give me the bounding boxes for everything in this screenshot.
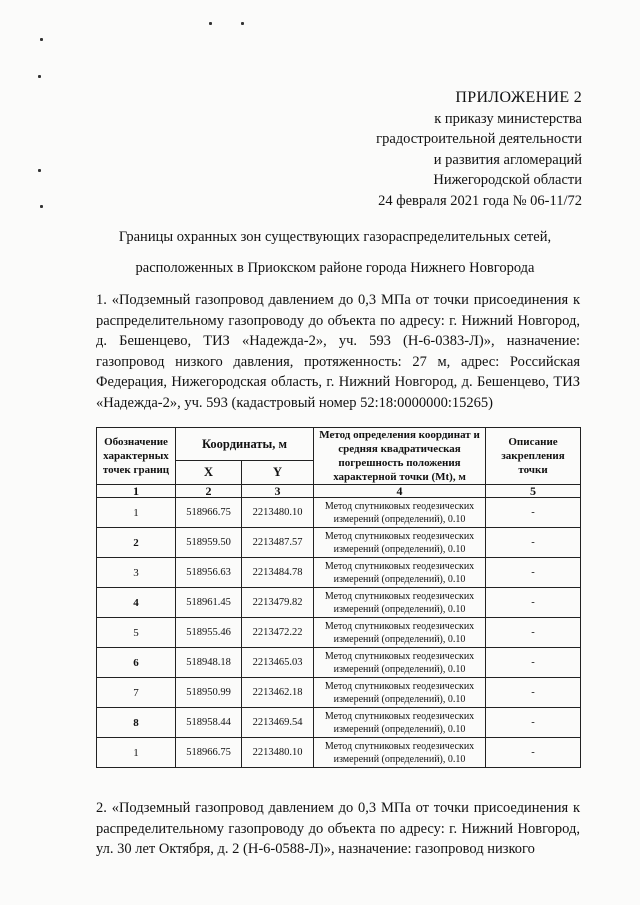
- table-row: [97, 588, 581, 618]
- description-cell: -: [486, 648, 581, 678]
- scan-speck: [38, 75, 41, 78]
- scan-speck: [40, 205, 43, 208]
- table-row: [97, 738, 581, 768]
- table-row: [97, 648, 581, 678]
- y-cell: 2213469.54: [242, 708, 314, 738]
- table-row: [97, 498, 581, 528]
- col-number: 1: [97, 485, 176, 498]
- point-cell: 6: [97, 648, 176, 678]
- table-row: [97, 708, 581, 738]
- method-cell: Метод спутниковых геодезических измерений (определений), 0.10: [314, 498, 486, 528]
- method-cell: Метод спутниковых геодезических измерений (определений), 0.10: [314, 648, 486, 678]
- table-row: [97, 678, 581, 708]
- point-cell: 2: [97, 528, 176, 558]
- description-cell: -: [486, 618, 581, 648]
- col-number: 3: [242, 485, 314, 498]
- method-cell: Метод спутниковых геодезических измерений (определений), 0.10: [314, 588, 486, 618]
- approval-block: [376, 88, 582, 211]
- table-row: [97, 618, 581, 648]
- header-coords: Координаты, м: [176, 428, 314, 461]
- scan-speck: [241, 22, 244, 25]
- x-cell: 518958.44: [176, 708, 242, 738]
- y-cell: 2213484.78: [242, 558, 314, 588]
- x-cell: 518950.99: [176, 678, 242, 708]
- point-cell: 4: [97, 588, 176, 618]
- point-cell: 3: [97, 558, 176, 588]
- method-cell: Метод спутниковых геодезических измерений (определений), 0.10: [314, 618, 486, 648]
- x-cell: 518959.50: [176, 528, 242, 558]
- approval-date: 24 февраля 2021 года № 06-11/72: [378, 192, 582, 209]
- description-cell: -: [486, 558, 581, 588]
- document-heading: [40, 222, 630, 284]
- col-number: 4: [314, 485, 486, 498]
- x-cell: 518961.45: [176, 588, 242, 618]
- paragraph-2: 2. «Подземный газопровод давлением до 0,3 МПа от точки присоединения к распределительному газопроводу до объекта по адресу: г. Нижний Новгород, ул. 30 лет Октября, д. 2 (Н-6-0588-Л)», назначение: газопровод низкого: [96, 800, 580, 857]
- description-cell: -: [486, 528, 581, 558]
- paragraph-1: 1. «Подземный газопровод давлением до 0,3 МПа от точки присоединения к распределительному газопроводу до объекта по адресу: г. Нижний Новгород, д. Бешенцево, ТИЗ «Надежда-2», уч. 593 (Н-6-0383-Л)», назначение: газопровод низкого давления, протяженность: 27 м, адрес: Российская Федерация, Нижегородская область, г. Нижний Новгород, д. Бешенцево, ТИЗ «Надежда-2», уч. 593 (кадастровый номер 52:18:0000000:15265): [96, 292, 580, 411]
- point-cell: 1: [97, 738, 176, 768]
- description-cell: -: [486, 678, 581, 708]
- header-point: Обозначение характерных точек границ: [97, 428, 176, 485]
- y-cell: 2213479.82: [242, 588, 314, 618]
- description-cell: -: [486, 738, 581, 768]
- point-cell: 7: [97, 678, 176, 708]
- method-cell: Метод спутниковых геодезических измерений (определений), 0.10: [314, 738, 486, 768]
- header-description: Описание закрепления точки: [486, 428, 581, 485]
- appendix-title: ПРИЛОЖЕНИЕ 2: [455, 89, 582, 106]
- description-cell: -: [486, 498, 581, 528]
- description-cell: -: [486, 708, 581, 738]
- x-cell: 518948.18: [176, 648, 242, 678]
- method-cell: Метод спутниковых геодезических измерений (определений), 0.10: [314, 558, 486, 588]
- coordinates-table: [96, 427, 581, 768]
- approval-line: градостроительной деятельности: [376, 131, 582, 147]
- method-cell: Метод спутниковых геодезических измерений (определений), 0.10: [314, 708, 486, 738]
- approval-line: к приказу министерства: [434, 110, 582, 127]
- x-cell: 518956.63: [176, 558, 242, 588]
- x-cell: 518966.75: [176, 498, 242, 528]
- method-cell: Метод спутниковых геодезических измерений (определений), 0.10: [314, 528, 486, 558]
- scan-speck: [40, 38, 43, 41]
- point-cell: 1: [97, 498, 176, 528]
- x-cell: 518966.75: [176, 738, 242, 768]
- scan-speck: [209, 22, 212, 25]
- header-method: Метод определения координат и средняя квадратическая погрешность положения характерной точки (Mt), м: [314, 428, 486, 485]
- method-cell: Метод спутниковых геодезических измерений (определений), 0.10: [314, 678, 486, 708]
- point-cell: 8: [97, 708, 176, 738]
- y-cell: 2213472.22: [242, 618, 314, 648]
- col-number: 2: [176, 485, 242, 498]
- table-row: [97, 558, 581, 588]
- col-number: 5: [486, 485, 581, 498]
- header-y: Y: [242, 460, 314, 484]
- point-cell: 5: [97, 618, 176, 648]
- y-cell: 2213465.03: [242, 648, 314, 678]
- heading-line-1: Границы охранных зон существующих газораспределительных сетей,: [118, 229, 552, 245]
- table-row: [97, 528, 581, 558]
- x-cell: 518955.46: [176, 618, 242, 648]
- approval-line: Нижегородской области: [433, 172, 582, 188]
- scan-speck: [38, 169, 41, 172]
- y-cell: 2213462.18: [242, 678, 314, 708]
- y-cell: 2213480.10: [242, 498, 314, 528]
- y-cell: 2213480.10: [242, 738, 314, 768]
- header-x: X: [176, 460, 242, 484]
- y-cell: 2213487.57: [242, 528, 314, 558]
- description-cell: -: [486, 588, 581, 618]
- approval-line: и развития агломераций: [433, 151, 582, 168]
- heading-line-2: расположенных в Приокском районе города Нижнего Новгорода: [135, 260, 535, 276]
